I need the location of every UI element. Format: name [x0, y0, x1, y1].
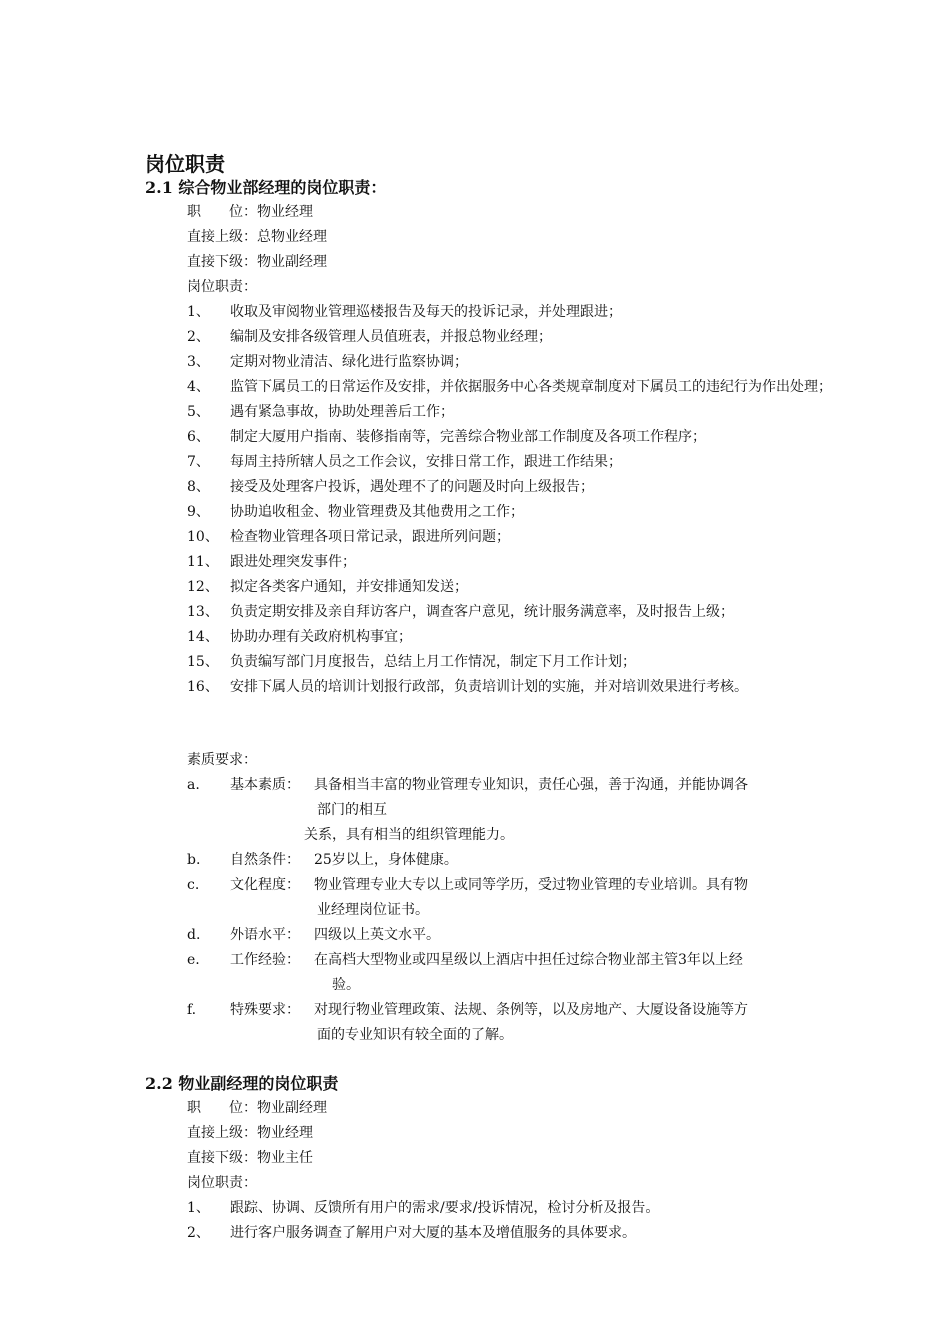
- page-title: 岗位职责: [145, 152, 225, 176]
- requirements-label: 素质要求：: [187, 752, 257, 768]
- item-line: 物业管理专业大专以上或同等学历，受过物业管理的专业培训。具有物: [314, 877, 748, 893]
- item-name: 外语水平：: [230, 927, 300, 943]
- superior-label: 直接上级：: [187, 1125, 257, 1141]
- item-number: 1、: [187, 304, 210, 320]
- item-number: 2、: [187, 329, 210, 345]
- item-name: 特殊要求：: [230, 1002, 300, 1018]
- list-item: [187, 400, 890, 425]
- item-text: 跟进处理突发事件；: [230, 554, 356, 570]
- duties-label: 岗位职责：: [187, 279, 257, 295]
- item-number: 12、: [187, 579, 219, 595]
- item-text: 接受及处理客户投诉，遇处理不了的问题及时向上级报告；: [230, 479, 594, 495]
- list-item: [187, 475, 890, 500]
- list-item: [187, 675, 890, 700]
- list-item: [187, 300, 890, 325]
- list-item: [187, 998, 844, 1048]
- item-name: 工作经验：: [230, 952, 300, 968]
- item-text: 检查物业管理各项日常记录，跟进所列问题；: [230, 529, 510, 545]
- list-item: [187, 1221, 842, 1246]
- item-value: [314, 923, 844, 948]
- subordinate-value: 物业副经理: [257, 254, 327, 270]
- item-letter: f.: [187, 1002, 197, 1018]
- position-line: [187, 1096, 327, 1121]
- item-text: 跟踪、协调、反馈所有用户的需求/要求/投诉情况，检讨分析及报告。: [230, 1200, 660, 1216]
- item-number: 3、: [187, 354, 210, 370]
- item-text: 安排下属人员的培训计划报行政部，负责培训计划的实施，并对培训效果进行考核。: [230, 679, 748, 695]
- item-name: 文化程度：: [230, 877, 300, 893]
- position-label: 职 位：: [187, 204, 257, 220]
- superior-value: 总物业经理: [257, 229, 327, 245]
- item-value: [314, 848, 844, 873]
- item-number: 16、: [187, 679, 219, 695]
- item-number: 14、: [187, 629, 219, 645]
- item-letter: e.: [187, 952, 200, 968]
- item-line: 关系，具有相当的组织管理能力。: [304, 827, 514, 843]
- item-text: 收取及审阅物业管理巡楼报告及每天的投诉记录，并处理跟进；: [230, 304, 622, 320]
- subordinate-label: 直接下级：: [187, 1150, 257, 1166]
- item-letter: a.: [187, 777, 200, 793]
- superior-label: 直接上级：: [187, 229, 257, 245]
- item-line: 业经理岗位证书。: [317, 902, 429, 918]
- item-number: 2、: [187, 1225, 210, 1241]
- list-item: [187, 375, 890, 400]
- list-item: [187, 525, 890, 550]
- item-number: 1、: [187, 1200, 210, 1216]
- list-item: [187, 873, 844, 923]
- item-text: 进行客户服务调查了解用户对大厦的基本及增值服务的具体要求。: [230, 1225, 636, 1241]
- section-heading-2-2: 2.2 物业副经理的岗位职责: [145, 1074, 339, 1093]
- list-item: [187, 500, 890, 525]
- item-value: [314, 873, 844, 923]
- item-text: 负责定期安排及亲自拜访客户，调查客户意见，统计服务满意率，及时报告上级；: [230, 604, 734, 620]
- item-text: 制定大厦用户指南、装修指南等，完善综合物业部工作制度及各项工作程序；: [230, 429, 706, 445]
- item-line: 面的专业知识有较全面的了解。: [317, 1027, 513, 1043]
- position-label: 职 位：: [187, 1100, 257, 1116]
- item-text: 负责编写部门月度报告，总结上月工作情况，制定下月工作计划；: [230, 654, 636, 670]
- item-letter: b.: [187, 852, 201, 868]
- position-value: 物业副经理: [257, 1100, 327, 1116]
- list-item: [187, 450, 890, 475]
- subordinate-label: 直接下级：: [187, 254, 257, 270]
- list-item: [187, 848, 844, 873]
- subordinate-value: 物业主任: [257, 1150, 313, 1166]
- item-text: 协助追收租金、物业管理费及其他费用之工作；: [230, 504, 524, 520]
- list-item: [187, 948, 844, 998]
- list-item: [187, 325, 890, 350]
- duties-label: 岗位职责：: [187, 1175, 257, 1191]
- item-value: [314, 998, 844, 1048]
- requirements-list: [187, 773, 844, 1048]
- item-line: 部门的相互: [317, 802, 387, 818]
- item-number: 10、: [187, 529, 219, 545]
- item-text: 监管下属员工的日常运作及安排，并依据服务中心各类规章制度对下属员工的违纪行为作出处理；: [230, 379, 832, 395]
- list-item: [187, 350, 890, 375]
- item-name: 基本素质：: [230, 777, 300, 793]
- list-item: [187, 625, 890, 650]
- item-number: 6、: [187, 429, 210, 445]
- list-item: [187, 923, 844, 948]
- list-item: [187, 773, 844, 848]
- item-line: 对现行物业管理政策、法规、条例等，以及房地产、大厦设备设施等方: [314, 1002, 748, 1018]
- list-item: [187, 600, 890, 625]
- item-line: 25岁以上，身体健康。: [314, 852, 458, 868]
- item-number: 9、: [187, 504, 210, 520]
- position-value: 物业经理: [257, 204, 313, 220]
- list-item: [187, 1196, 842, 1221]
- item-number: 11、: [187, 554, 219, 570]
- list-item: [187, 575, 890, 600]
- item-line: 四级以上英文水平。: [314, 927, 440, 943]
- item-value: [304, 773, 844, 848]
- item-text: 编制及安排各级管理人员值班表，并报总物业经理；: [230, 329, 552, 345]
- item-text: 拟定各类客户通知，并安排通知发送；: [230, 579, 468, 595]
- subordinate-line: [187, 250, 327, 275]
- item-number: 15、: [187, 654, 219, 670]
- item-number: 13、: [187, 604, 219, 620]
- section-heading-2-1: 2.1 综合物业部经理的岗位职责：: [145, 178, 387, 197]
- duties-list: [187, 300, 890, 700]
- item-number: 4、: [187, 379, 210, 395]
- item-value: [314, 948, 844, 998]
- item-text: 定期对物业清洁、绿化进行监察协调；: [230, 354, 468, 370]
- item-number: 7、: [187, 454, 210, 470]
- item-letter: d.: [187, 927, 201, 943]
- item-letter: c.: [187, 877, 200, 893]
- list-item: [187, 650, 890, 675]
- superior-value: 物业经理: [257, 1125, 313, 1141]
- duties-list: [187, 1196, 842, 1246]
- list-item: [187, 425, 890, 450]
- position-line: [187, 200, 313, 225]
- superior-line: [187, 1121, 313, 1146]
- item-number: 8、: [187, 479, 210, 495]
- superior-line: [187, 225, 327, 250]
- list-item: [187, 550, 890, 575]
- item-text: 每周主持所辖人员之工作会议，安排日常工作，跟进工作结果；: [230, 454, 622, 470]
- subordinate-line: [187, 1146, 313, 1171]
- item-text: 协助办理有关政府机构事宜；: [230, 629, 412, 645]
- item-number: 5、: [187, 404, 210, 420]
- item-text: 遇有紧急事故，协助处理善后工作；: [230, 404, 454, 420]
- item-name: 自然条件：: [230, 852, 300, 868]
- item-line: 验。: [332, 977, 360, 993]
- item-line: 在高档大型物业或四星级以上酒店中担任过综合物业部主管3年以上经: [314, 952, 743, 968]
- item-line: 具备相当丰富的物业管理专业知识，责任心强，善于沟通，并能协调各: [314, 777, 748, 793]
